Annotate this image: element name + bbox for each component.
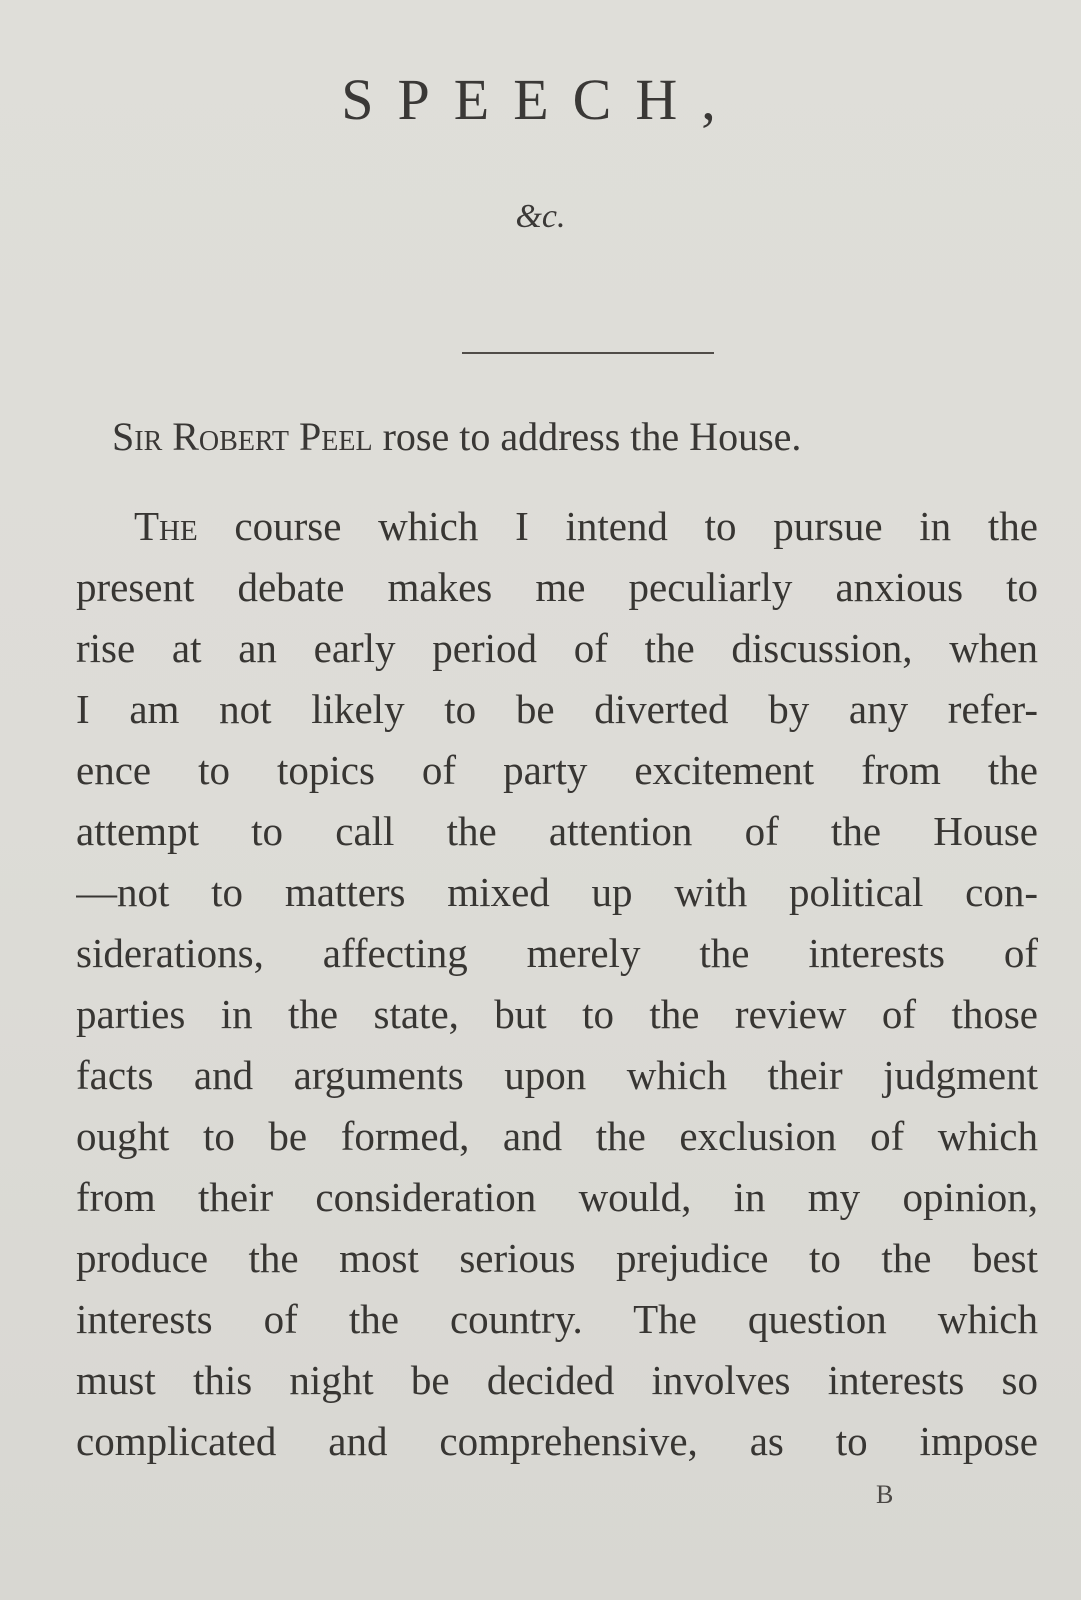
paragraph-line: complicated and comprehensive, as to impose (76, 1418, 1038, 1464)
paragraph-line: attempt to call the attention of the House (76, 808, 1038, 854)
paragraph-line: siderations, affecting merely the interests of (76, 930, 1038, 976)
paragraph-line: —not to matters mixed up with political con- (76, 869, 1038, 915)
paragraph-line: from their consideration would, in my opinion, (76, 1174, 1038, 1220)
paragraph-line: ence to topics of party excitement from the (76, 747, 1038, 793)
paragraph-line: ought to be formed, and the exclusion of which (76, 1113, 1038, 1159)
paragraph-line: interests of the country. The question which (76, 1296, 1038, 1342)
paragraph-line: parties in the state, but to the review of those (76, 991, 1038, 1037)
paragraph-line: facts and arguments upon which their judgment (76, 1052, 1038, 1098)
paragraph-line: present debate makes me peculiarly anxious to (76, 564, 1038, 610)
divider-rule (462, 352, 714, 354)
paragraph-line: rise at an early period of the discussion, when (76, 625, 1038, 671)
lead-text: rose to address the House. (372, 414, 802, 459)
paragraph-line: The course which I intend to pursue in the (134, 503, 1038, 549)
speech-paragraph (76, 496, 1038, 1472)
paragraph-line: produce the most serious prejudice to the best (76, 1235, 1038, 1281)
lead-line (112, 412, 1012, 462)
signature-mark: B (876, 1480, 894, 1509)
subheading: &c. (515, 198, 566, 235)
first-word: The (134, 503, 198, 549)
paragraph-line: must this night be decided involves interests so (76, 1357, 1038, 1403)
paragraph-line: I am not likely to be diverted by any refer- (76, 686, 1038, 732)
speaker-name: Sir Robert Peel (112, 414, 373, 459)
page-heading: SPEECH, (341, 67, 740, 132)
